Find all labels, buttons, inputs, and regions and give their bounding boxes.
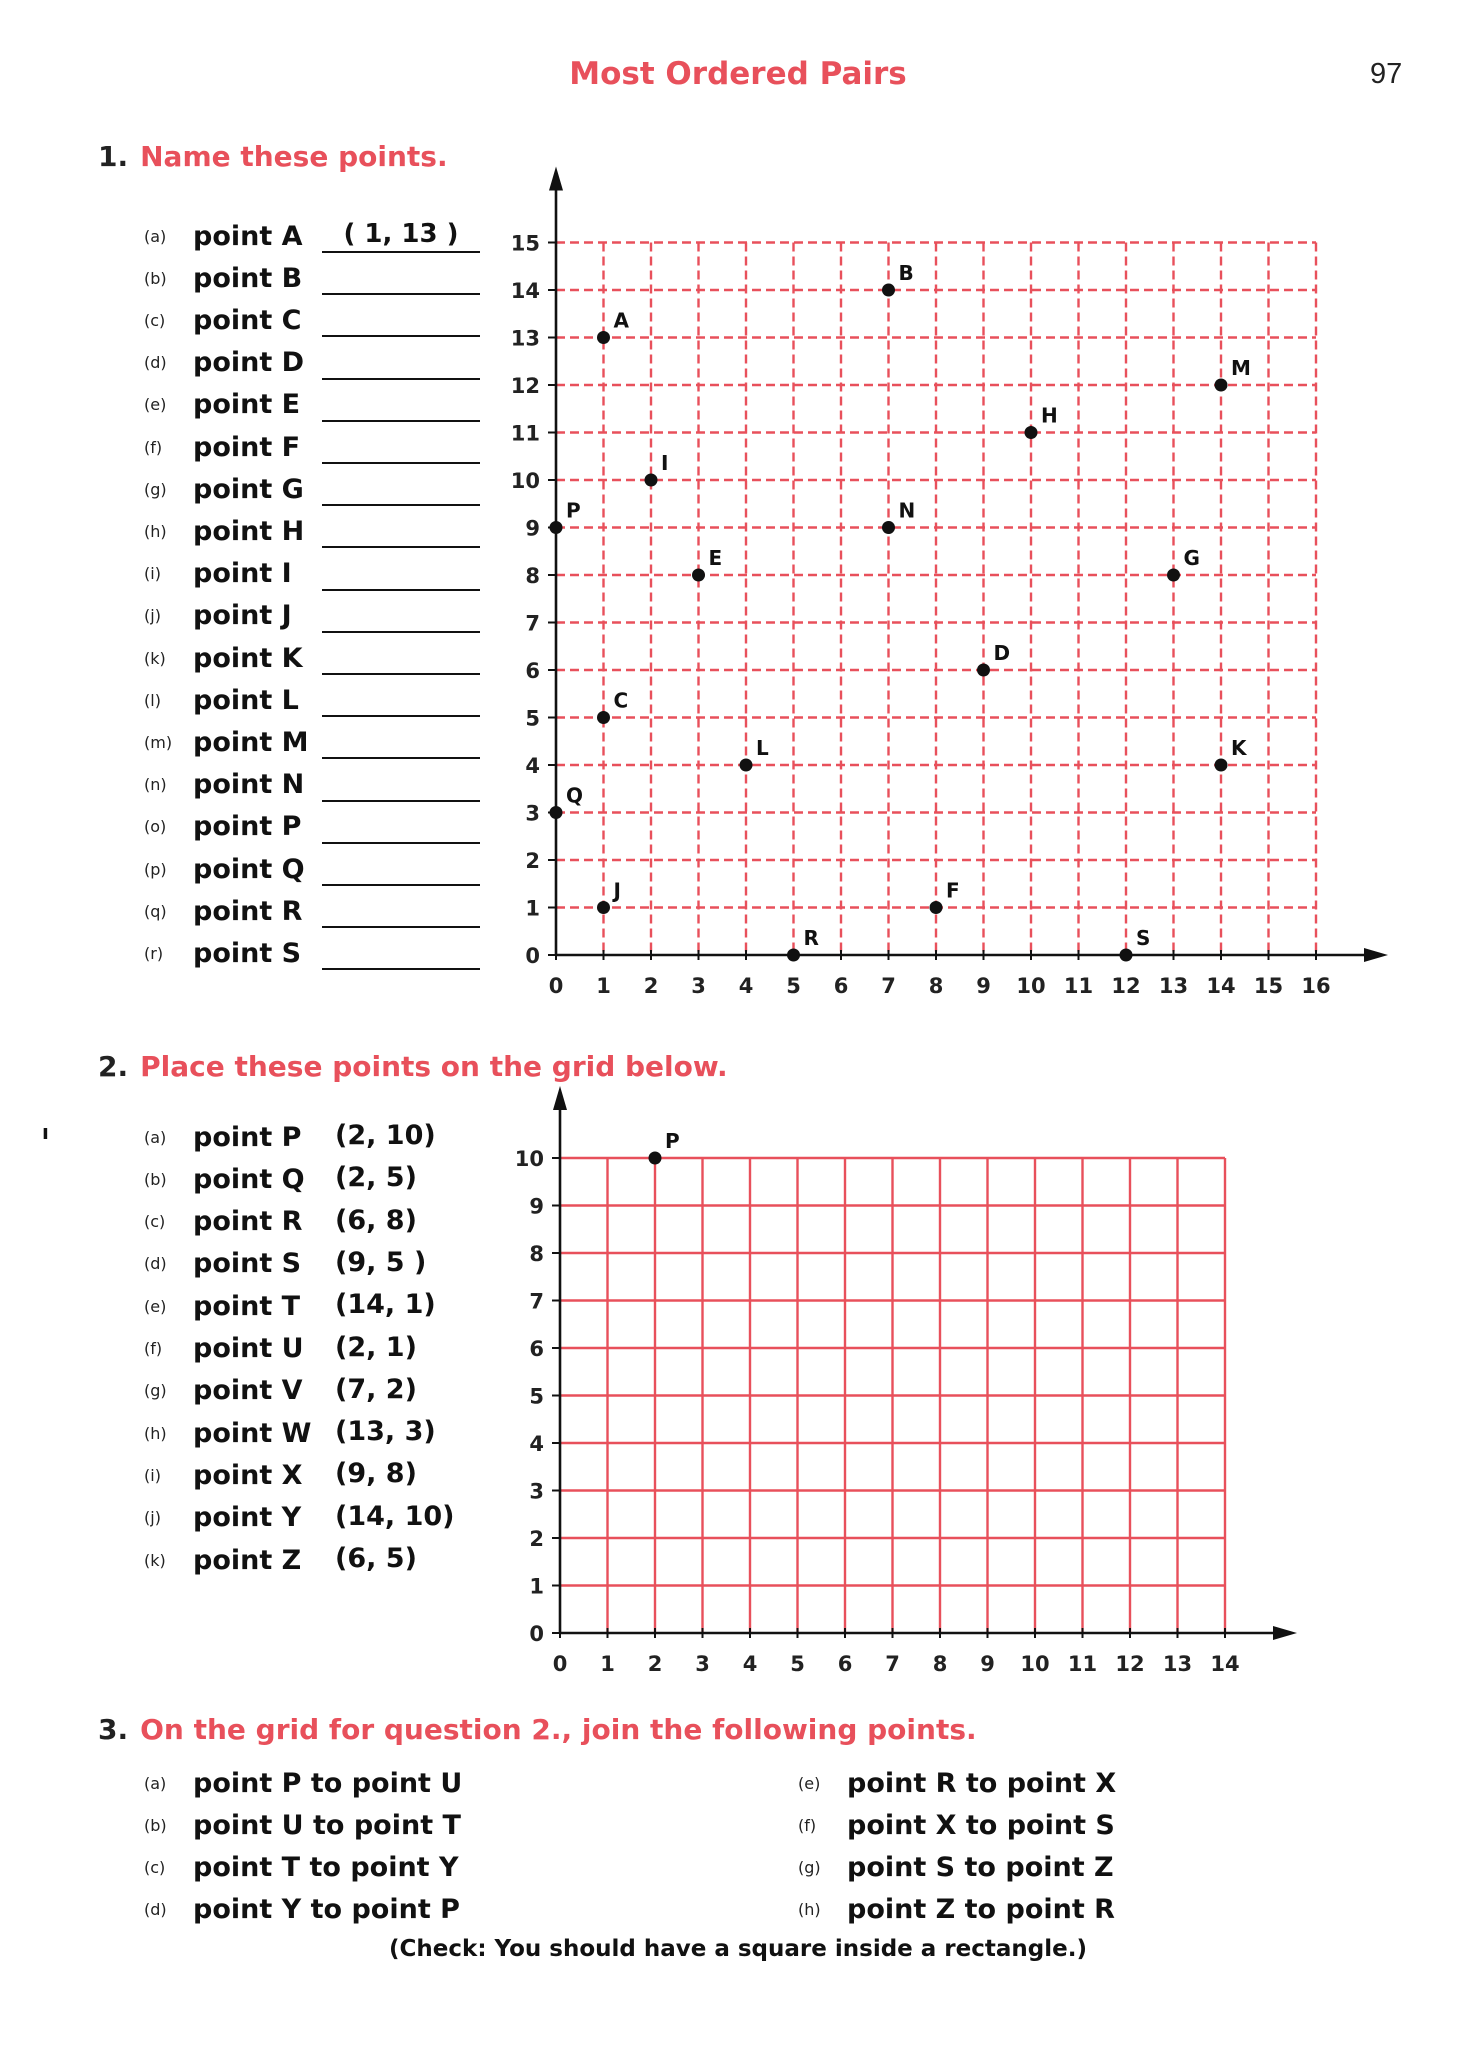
x-axis-arrow xyxy=(1273,1626,1297,1640)
item-letter: (g) xyxy=(144,1381,167,1401)
x-tick-label: 6 xyxy=(837,1652,853,1676)
y-tick-label: 1 xyxy=(525,896,540,921)
y-tick-label: 9 xyxy=(525,516,540,541)
point-n-label: N xyxy=(898,498,916,523)
item-letter: (l) xyxy=(144,690,161,710)
item-letter: (r) xyxy=(144,943,164,963)
item-label: point H xyxy=(193,515,305,547)
item-text: point X to point S xyxy=(847,1809,1115,1841)
item-text: point P to point U xyxy=(193,1767,463,1799)
x-tick-label: 8 xyxy=(928,974,944,998)
item-letter: (j) xyxy=(144,606,161,626)
item-letter: (n) xyxy=(144,775,167,795)
item-text: point T to point Y xyxy=(193,1851,459,1883)
item-letter: (b) xyxy=(144,1815,167,1835)
y-tick-label: 3 xyxy=(525,801,540,826)
point-m-marker xyxy=(1215,379,1228,392)
point-k-marker xyxy=(1215,759,1228,772)
item-label: point Q xyxy=(193,1163,305,1195)
item-letter: (f) xyxy=(144,437,163,457)
x-tick-label: 3 xyxy=(695,1652,710,1676)
item-coordinates: (6, 8) xyxy=(335,1204,417,1236)
item-coordinates: (13, 3) xyxy=(335,1416,436,1448)
item-letter: (k) xyxy=(144,1550,166,1570)
point-h-marker xyxy=(1025,426,1038,439)
point-g-marker xyxy=(1167,569,1180,582)
item-letter: (f) xyxy=(144,1339,163,1358)
point-c-marker xyxy=(597,711,610,724)
x-tick-label: 1 xyxy=(596,974,611,998)
item-label: point I xyxy=(193,558,292,590)
point-b-marker xyxy=(882,284,895,297)
point-e-marker xyxy=(692,569,705,582)
item-letter: (c) xyxy=(144,310,166,330)
point-i-marker xyxy=(645,474,658,487)
y-tick-label: 11 xyxy=(510,421,540,446)
point-p-marker xyxy=(649,1152,662,1165)
y-tick-label: 2 xyxy=(525,849,540,873)
point-d-label: D xyxy=(993,641,1011,665)
y-tick-label: 8 xyxy=(525,564,540,588)
point-j-marker xyxy=(597,901,610,914)
y-tick-label: 14 xyxy=(510,279,540,303)
item-coordinates: (14, 1) xyxy=(335,1289,436,1321)
y-tick-label: 9 xyxy=(529,1194,544,1219)
x-tick-label: 9 xyxy=(980,1652,995,1676)
y-tick-label: 7 xyxy=(525,611,540,636)
x-tick-label: 13 xyxy=(1158,974,1189,998)
x-tick-label: 14 xyxy=(1206,974,1236,998)
point-d-marker xyxy=(977,664,990,677)
item-letter: (c) xyxy=(144,1857,166,1877)
item-text: point Y to point P xyxy=(193,1893,460,1925)
item-text: point U to point T xyxy=(193,1809,461,1841)
item-label: point V xyxy=(193,1375,303,1407)
item-label: point Q xyxy=(193,853,305,885)
x-tick-label: 16 xyxy=(1301,974,1331,998)
x-tick-label: 13 xyxy=(1162,1652,1193,1676)
x-tick-label: 3 xyxy=(691,974,706,998)
item-coordinates: (6, 5) xyxy=(335,1543,417,1574)
x-tick-label: 5 xyxy=(786,974,801,998)
y-tick-label: 4 xyxy=(529,1432,544,1456)
item-letter: (e) xyxy=(144,1296,167,1316)
item-label: point F xyxy=(193,431,301,463)
item-coordinates: (7, 2) xyxy=(335,1373,417,1405)
item-letter: (h) xyxy=(798,1899,821,1919)
point-f-label: F xyxy=(946,878,960,903)
x-tick-label: 4 xyxy=(738,974,754,998)
y-axis-arrow xyxy=(549,167,563,191)
point-j-label: J xyxy=(613,878,621,903)
point-h-label: H xyxy=(1041,403,1058,428)
x-tick-label: 8 xyxy=(932,1652,948,1676)
y-tick-label: 8 xyxy=(529,1242,544,1266)
x-tick-label: 10 xyxy=(1020,1652,1050,1676)
y-tick-label: 6 xyxy=(525,659,540,683)
point-q-marker xyxy=(550,806,563,819)
item-letter: (e) xyxy=(798,1773,821,1793)
x-tick-label: 6 xyxy=(833,974,849,998)
point-b-label: B xyxy=(898,261,914,285)
item-label: point R xyxy=(193,1206,303,1238)
item-letter: (a) xyxy=(144,226,167,246)
item-label: point X xyxy=(193,1459,303,1491)
item-label: point N xyxy=(193,769,305,801)
point-p-label: P xyxy=(566,498,581,523)
point-g-label: G xyxy=(1183,546,1200,570)
item-label: point S xyxy=(193,1248,302,1280)
item-text: point Z to point R xyxy=(847,1893,1115,1925)
y-tick-label: 5 xyxy=(525,706,540,731)
item-text: point S to point Z xyxy=(847,1851,1114,1883)
page-number: 97 xyxy=(1370,58,1403,90)
item-label: point M xyxy=(193,726,309,758)
x-axis-arrow xyxy=(1364,948,1388,962)
item-coordinates: (9, 5 ) xyxy=(335,1246,427,1278)
point-m-label: M xyxy=(1231,356,1251,380)
point-f-marker xyxy=(930,901,943,914)
point-n-marker xyxy=(882,521,895,534)
y-tick-label: 0 xyxy=(525,944,540,968)
item-letter: (e) xyxy=(144,395,167,415)
y-tick-label: 3 xyxy=(529,1479,544,1504)
item-letter: (j) xyxy=(144,1508,161,1528)
x-tick-label: 2 xyxy=(647,1652,663,1676)
item-letter: (h) xyxy=(144,521,167,541)
item-letter: (m) xyxy=(144,732,173,752)
point-a-marker xyxy=(597,331,610,344)
x-tick-label: 14 xyxy=(1210,1652,1240,1676)
y-tick-label: 0 xyxy=(529,1622,544,1646)
item-text: point R to point X xyxy=(847,1767,1117,1799)
y-tick-label: 10 xyxy=(510,469,540,493)
item-letter: (g) xyxy=(798,1857,821,1877)
x-tick-label: 0 xyxy=(548,974,564,998)
point-c-label: C xyxy=(613,688,629,713)
point-a-label: A xyxy=(613,308,629,333)
x-tick-label: 2 xyxy=(643,974,659,998)
y-tick-label: 7 xyxy=(529,1289,544,1314)
point-r-label: R xyxy=(803,926,819,950)
point-r-marker xyxy=(787,949,800,962)
y-tick-label: 1 xyxy=(529,1574,544,1599)
y-tick-label: 15 xyxy=(510,231,540,256)
x-tick-label: 7 xyxy=(881,974,896,998)
point-l-label: L xyxy=(756,736,769,760)
point-k-label: K xyxy=(1231,736,1247,760)
item-label: point K xyxy=(193,642,303,674)
item-label: point B xyxy=(193,262,303,294)
item-letter: (i) xyxy=(144,1465,161,1485)
x-tick-label: 4 xyxy=(742,1652,758,1676)
point-p-label: P xyxy=(665,1129,680,1153)
item-letter: (a) xyxy=(144,1773,167,1793)
point-q-label: Q xyxy=(566,783,584,808)
stray-mark: ı xyxy=(42,1120,49,1144)
question-text: On the grid for question 2., join the following points. xyxy=(140,1713,977,1746)
question-number: 3. xyxy=(98,1713,129,1746)
x-tick-label: 15 xyxy=(1253,974,1284,998)
check-note: (Check: You should have a square inside a rectangle.) xyxy=(389,1936,1087,1962)
item-label: point E xyxy=(193,389,301,421)
item-label: point U xyxy=(193,1333,304,1364)
item-letter: (a) xyxy=(144,1127,167,1147)
item-label: point P xyxy=(193,1121,302,1153)
item-label: point J xyxy=(193,600,292,632)
y-tick-label: 2 xyxy=(529,1527,544,1551)
x-tick-label: 10 xyxy=(1016,974,1046,998)
item-coordinates: (2, 10) xyxy=(335,1120,436,1151)
y-tick-label: 4 xyxy=(525,754,540,778)
x-tick-label: 7 xyxy=(885,1652,900,1676)
x-tick-label: 0 xyxy=(552,1652,568,1676)
y-axis-arrow xyxy=(553,1086,567,1110)
question-number: 2. xyxy=(98,1050,129,1083)
item-coordinates: (9, 8) xyxy=(335,1458,417,1490)
item-label: point P xyxy=(193,811,302,843)
item-label: point T xyxy=(193,1290,301,1322)
item-letter: (d) xyxy=(144,1254,167,1274)
item-label: point G xyxy=(193,473,304,505)
item-letter: (d) xyxy=(144,1899,167,1919)
answer-blank[interactable]: ( 1, 13 ) xyxy=(322,217,480,253)
item-label: point R xyxy=(193,895,303,927)
question-text: Place these points on the grid below. xyxy=(140,1050,728,1083)
item-letter: (c) xyxy=(144,1212,166,1232)
item-letter: (p) xyxy=(144,859,167,879)
point-e-label: E xyxy=(708,546,723,570)
x-tick-label: 11 xyxy=(1067,1652,1098,1676)
item-letter: (b) xyxy=(144,268,167,288)
point-l-marker xyxy=(740,759,753,772)
item-coordinates: (14, 10) xyxy=(335,1500,455,1532)
x-tick-label: 9 xyxy=(976,974,991,998)
item-label: point S xyxy=(193,937,302,969)
item-letter: (b) xyxy=(144,1169,167,1189)
page-title: Most Ordered Pairs xyxy=(569,56,907,92)
point-p-marker xyxy=(550,521,563,534)
y-tick-label: 6 xyxy=(529,1337,544,1361)
item-letter: (d) xyxy=(144,353,167,373)
item-letter: (f) xyxy=(798,1815,817,1835)
item-label: point D xyxy=(193,347,305,379)
x-tick-label: 1 xyxy=(600,1652,615,1676)
item-coordinates: (2, 5) xyxy=(335,1162,417,1194)
item-label: point Y xyxy=(193,1502,302,1534)
question-number: 1. xyxy=(98,140,129,173)
x-tick-label: 12 xyxy=(1115,1652,1145,1676)
point-s-label: S xyxy=(1136,926,1151,950)
y-tick-label: 10 xyxy=(514,1147,544,1171)
item-coordinates: (2, 1) xyxy=(335,1331,417,1363)
point-s-marker xyxy=(1120,949,1133,962)
item-letter: (g) xyxy=(144,479,167,499)
item-label: point W xyxy=(193,1417,312,1449)
item-label: point A xyxy=(193,220,303,252)
item-letter: (q) xyxy=(144,901,167,921)
x-tick-label: 5 xyxy=(790,1652,805,1676)
y-tick-label: 13 xyxy=(510,326,540,351)
item-letter: (k) xyxy=(144,648,166,668)
item-letter: (o) xyxy=(144,817,167,837)
point-i-label: I xyxy=(661,451,669,475)
question-text: Name these points. xyxy=(140,140,448,173)
y-tick-label: 12 xyxy=(510,374,540,398)
item-label: point L xyxy=(193,684,299,716)
item-letter: (h) xyxy=(144,1423,167,1443)
x-tick-label: 12 xyxy=(1111,974,1141,998)
item-label: point Z xyxy=(193,1544,302,1576)
x-tick-label: 11 xyxy=(1063,974,1094,998)
y-tick-label: 5 xyxy=(529,1384,544,1409)
item-letter: (i) xyxy=(144,564,161,584)
item-label: point C xyxy=(193,304,302,336)
